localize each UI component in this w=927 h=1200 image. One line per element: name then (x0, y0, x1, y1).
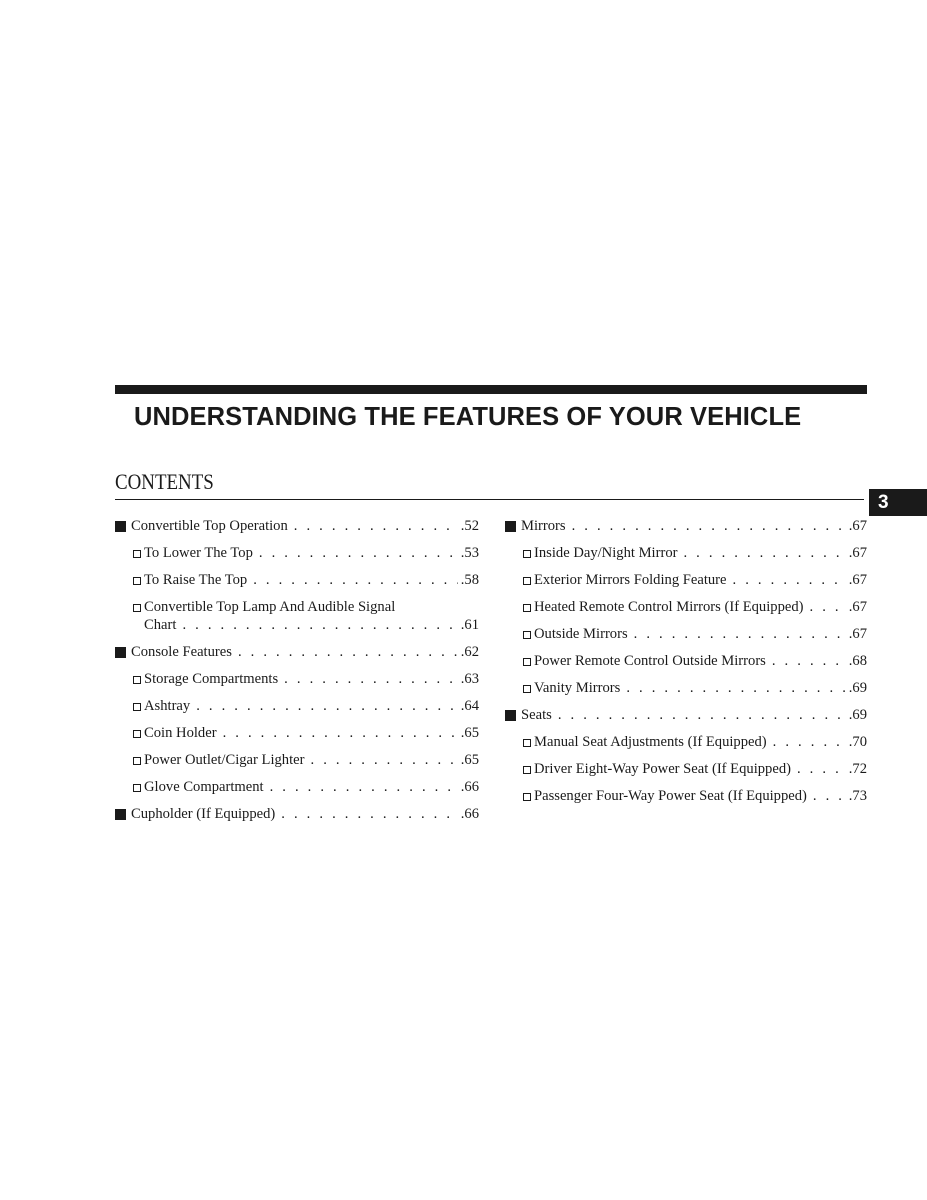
dot-leader (294, 517, 458, 535)
dot-leader (196, 697, 458, 715)
toc-entry[interactable] (505, 679, 867, 697)
toc-entry[interactable] (505, 598, 867, 616)
hollow-square-bullet-icon (133, 730, 141, 738)
toc-entry-label-continued: Chart (144, 617, 177, 633)
toc-page-number: .67 (848, 572, 867, 588)
hollow-square-bullet-icon (133, 757, 141, 765)
toc-entry-label: Passenger Four-Way Power Seat (If Equipped) (534, 788, 807, 804)
dot-leader (810, 598, 846, 616)
toc-page-number: .53 (460, 545, 479, 561)
toc-entry-label: Power Remote Control Outside Mirrors (534, 653, 766, 669)
dot-leader (772, 652, 846, 670)
toc-page-number: .67 (848, 518, 867, 534)
hollow-square-bullet-icon (133, 676, 141, 684)
toc-page-number: .70 (848, 734, 867, 750)
dot-leader (311, 751, 458, 769)
toc-entry-label: Convertible Top Lamp And Audible Signal (144, 599, 396, 615)
hollow-square-bullet-icon (523, 631, 531, 639)
hollow-square-bullet-icon (133, 784, 141, 792)
hollow-square-bullet-icon (523, 577, 531, 585)
toc-page-number: .69 (848, 707, 867, 723)
toc-entry[interactable] (115, 598, 479, 634)
toc-entry-label: Console Features (131, 644, 232, 660)
toc-entry-label: Heated Remote Control Mirrors (If Equipped) (534, 599, 804, 615)
chapter-tab-number: 3 (878, 492, 889, 513)
dot-leader (558, 706, 846, 724)
toc-entry-label: Mirrors (521, 518, 566, 534)
chapter-title-rule (115, 385, 867, 394)
toc-page-number: .58 (460, 572, 479, 588)
toc-page-number: .69 (848, 680, 867, 696)
toc-page-number: .67 (848, 599, 867, 615)
toc-entry[interactable] (115, 724, 479, 742)
toc-page-number: .67 (848, 626, 867, 642)
toc-entry-label: Power Outlet/Cigar Lighter (144, 752, 305, 768)
toc-entry-label: Cupholder (If Equipped) (131, 806, 276, 822)
toc-entry-label: Manual Seat Adjustments (If Equipped) (534, 734, 767, 750)
toc-entry[interactable] (115, 778, 479, 796)
toc-page-number: .67 (848, 545, 867, 561)
chapter-title: UNDERSTANDING THE FEATURES OF YOUR VEHICLE (134, 403, 802, 431)
hollow-square-bullet-icon (133, 577, 141, 585)
toc-entry[interactable] (115, 571, 479, 589)
hollow-square-bullet-icon (523, 739, 531, 747)
toc-page-number: .62 (460, 644, 479, 660)
toc-page-number: .72 (848, 761, 867, 777)
toc-entry[interactable] (115, 751, 479, 769)
contents-rule (115, 499, 864, 500)
toc-entry[interactable] (115, 544, 479, 562)
toc-entry-label: Inside Day/Night Mirror (534, 545, 678, 561)
toc-entry[interactable] (505, 706, 867, 724)
filled-square-bullet-icon (115, 521, 126, 532)
toc-entry-label: Storage Compartments (144, 671, 279, 687)
toc-page-number: .68 (848, 653, 867, 669)
toc-entry-label: Glove Compartment (144, 779, 264, 795)
toc-entry[interactable] (115, 805, 479, 823)
toc-right-column (505, 517, 867, 814)
toc-left-column (115, 517, 479, 832)
hollow-square-bullet-icon (523, 604, 531, 612)
hollow-square-bullet-icon (523, 793, 531, 801)
contents-heading: CONTENTS (115, 469, 214, 494)
hollow-square-bullet-icon (523, 685, 531, 693)
toc-entry-label: Ashtray (144, 698, 191, 714)
toc-entry-label: Driver Eight-Way Power Seat (If Equipped) (534, 761, 791, 777)
toc-page-number: .66 (460, 806, 479, 822)
toc-entry[interactable] (115, 670, 479, 688)
toc-entry-label: Exterior Mirrors Folding Feature (534, 572, 727, 588)
hollow-square-bullet-icon (523, 766, 531, 774)
toc-entry-label: Seats (521, 707, 552, 723)
filled-square-bullet-icon (115, 647, 126, 658)
hollow-square-bullet-icon (133, 550, 141, 558)
dot-leader (270, 778, 458, 796)
dot-leader (259, 544, 458, 562)
toc-entry[interactable] (505, 571, 867, 589)
toc-page-number: .52 (460, 518, 479, 534)
toc-page-number: .66 (460, 779, 479, 795)
dot-leader (284, 670, 458, 688)
chapter-tab (869, 489, 927, 516)
filled-square-bullet-icon (505, 710, 516, 721)
toc-page-number: .73 (848, 788, 867, 804)
toc-entry[interactable] (115, 643, 479, 661)
toc-page-number: .63 (460, 671, 479, 687)
filled-square-bullet-icon (115, 809, 126, 820)
toc-entry[interactable] (505, 625, 867, 643)
toc-entry-label: Coin Holder (144, 725, 217, 741)
dot-leader (797, 760, 846, 778)
toc-entry-label: Vanity Mirrors (534, 680, 621, 696)
dot-leader (182, 616, 457, 634)
toc-entry[interactable] (505, 517, 867, 535)
toc-entry-label: Outside Mirrors (534, 626, 628, 642)
hollow-square-bullet-icon (133, 604, 141, 612)
dot-leader (253, 571, 458, 589)
toc-entry[interactable] (115, 697, 479, 715)
toc-entry[interactable] (115, 517, 479, 535)
toc-entry[interactable] (505, 787, 867, 805)
toc-entry[interactable] (505, 733, 867, 751)
dot-leader (773, 733, 846, 751)
dot-leader (281, 805, 457, 823)
dot-leader (733, 571, 846, 589)
filled-square-bullet-icon (505, 521, 516, 532)
dot-leader (238, 643, 458, 661)
toc-entry-label: Convertible Top Operation (131, 518, 288, 534)
toc-entry-label: To Lower The Top (144, 545, 253, 561)
toc-page-number: .65 (460, 752, 479, 768)
hollow-square-bullet-icon (523, 550, 531, 558)
dot-leader (626, 679, 845, 697)
hollow-square-bullet-icon (523, 658, 531, 666)
toc-entry[interactable] (505, 544, 867, 562)
toc-page-number: .65 (460, 725, 479, 741)
toc-entry[interactable] (505, 652, 867, 670)
toc-page-number: .64 (460, 698, 479, 714)
dot-leader (223, 724, 458, 742)
dot-leader (634, 625, 846, 643)
dot-leader (572, 517, 846, 535)
dot-leader (813, 787, 846, 805)
hollow-square-bullet-icon (133, 703, 141, 711)
toc-entry[interactable] (505, 760, 867, 778)
toc-page-number: .61 (460, 617, 479, 633)
dot-leader (683, 544, 845, 562)
toc-entry-label: To Raise The Top (144, 572, 248, 588)
